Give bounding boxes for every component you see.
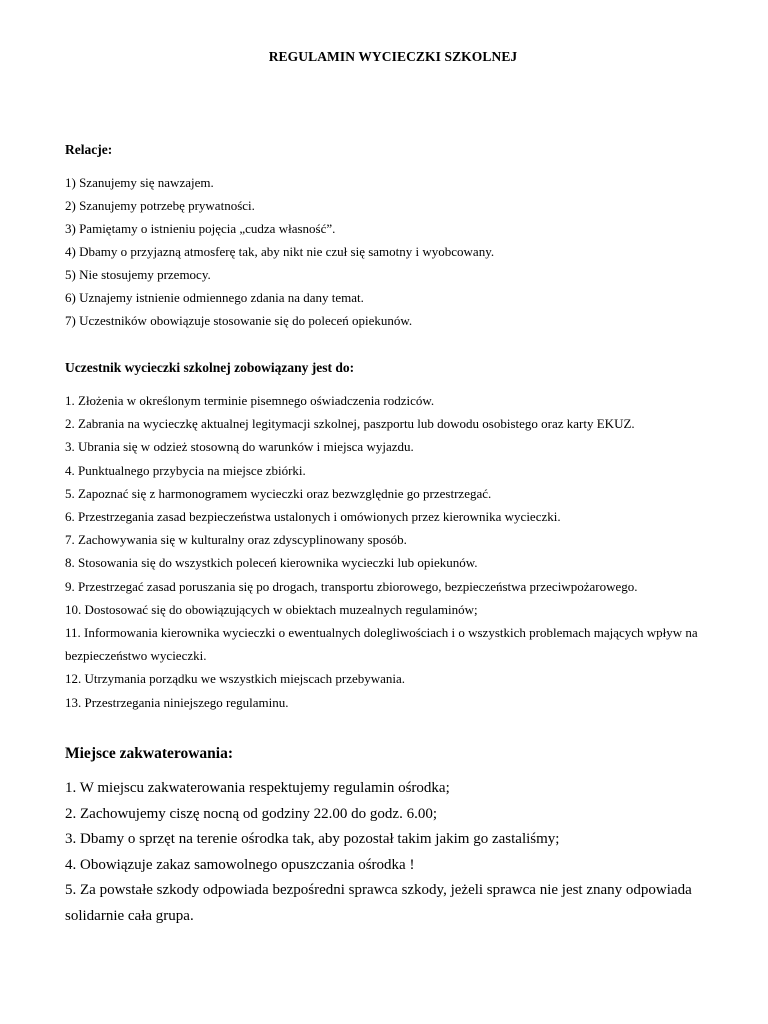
rule-item: 8. Stosowania się do wszystkich poleceń kierownika wycieczki lub opiekunów. xyxy=(65,555,478,571)
rule-item: 5) Nie stosujemy przemocy. xyxy=(65,267,211,282)
section-heading-zakwaterowanie: Miejsce zakwaterowania: xyxy=(65,745,234,762)
section-heading-obowiazki: Uczestnik wycieczki szkolnej zobowiązany jest do: xyxy=(65,360,355,375)
rule-item: 7. Zachowywania się w kulturalny oraz zdyscyplinowany sposób. xyxy=(65,532,407,548)
rule-item: 3. Ubrania się w odzież stosowną do warunków i miejsca wyjazdu. xyxy=(65,439,414,455)
section-obowiazki xyxy=(65,359,725,714)
rule-item: 3) Pamiętamy o istnieniu pojęcia „cudza własność”. xyxy=(65,221,336,236)
rule-item: 1. Złożenia w określonym terminie pisemnego oświadczenia rodziców. xyxy=(65,393,435,408)
rule-item: 3. Dbamy o sprzęt na terenie ośrodka tak, aby pozostał takim jakim go zastaliśmy; xyxy=(65,831,560,848)
rule-item: 5. Za powstałe szkody odpowiada bezpośredni sprawca szkody, jeżeli sprawca nie jest znany odpowiada solidarnie cała grupa. xyxy=(65,882,692,924)
rules-list-zakwaterowanie xyxy=(65,776,725,930)
rule-item: 2) Szanujemy potrzebę prywatności. xyxy=(65,198,255,213)
rule-item: 2. Zachowujemy ciszę nocną od godziny 22.00 do godz. 6.00; xyxy=(65,805,437,822)
rule-item: 4. Punktualnego przybycia na miejsce zbiórki. xyxy=(65,462,306,478)
rule-item: 6. Przestrzegania zasad bezpieczeństwa ustalonych i omówionych przez kierownika wycieczki. xyxy=(65,509,561,525)
rule-item: 11. Informowania kierownika wycieczki o ewentualnych dolegliwościach i o wszystkich problemach mających wpływ na bezpieczeństwo wycieczki. xyxy=(65,625,698,664)
section-zakwaterowanie xyxy=(65,744,725,930)
rules-list-obowiazki xyxy=(65,389,725,714)
rule-item: 5. Zapoznać się z harmonogramem wycieczki oraz bezwzględnie go przestrzegać. xyxy=(65,485,492,501)
section-heading-relacje: Relacje: xyxy=(65,142,113,157)
rule-item: 2. Zabrania na wycieczkę aktualnej legitymacji szkolnej, paszportu lub dowodu osobistego oraz karty EKUZ. xyxy=(65,416,635,432)
rule-item: 1) Szanujemy się nawzajem. xyxy=(65,175,214,190)
rule-item: 7) Uczestników obowiązuje stosowanie się do poleceń opiekunów. xyxy=(65,313,413,328)
rules-list-relacje xyxy=(65,171,725,332)
section-relacje xyxy=(65,141,725,332)
rule-item: 6) Uznajemy istnienie odmiennego zdania na dany temat. xyxy=(65,290,364,305)
rule-item: 4) Dbamy o przyjazną atmosferę tak, aby nikt nie czuł się samotny i wyobcowany. xyxy=(65,244,495,259)
rule-item: 12. Utrzymania porządku we wszystkich miejscach przebywania. xyxy=(65,671,406,687)
document-title: REGULAMIN WYCIECZKI SZKOLNEJ xyxy=(268,49,518,64)
rule-item: 13. Przestrzegania niniejszego regulaminu. xyxy=(65,694,289,710)
rule-item: 1. W miejscu zakwaterowania respektujemy regulamin ośrodka; xyxy=(65,780,450,796)
rule-item: 9. Przestrzegać zasad poruszania się po drogach, transportu zbiorowego, bezpieczeństwa przeciwpożarowego. xyxy=(65,578,638,594)
rule-item: 10. Dostosować się do obowiązujących w obiektach muzealnych regulaminów; xyxy=(65,601,478,617)
rule-item: 4. Obowiązuje zakaz samowolnego opuszczania ośrodka ! xyxy=(65,856,415,873)
